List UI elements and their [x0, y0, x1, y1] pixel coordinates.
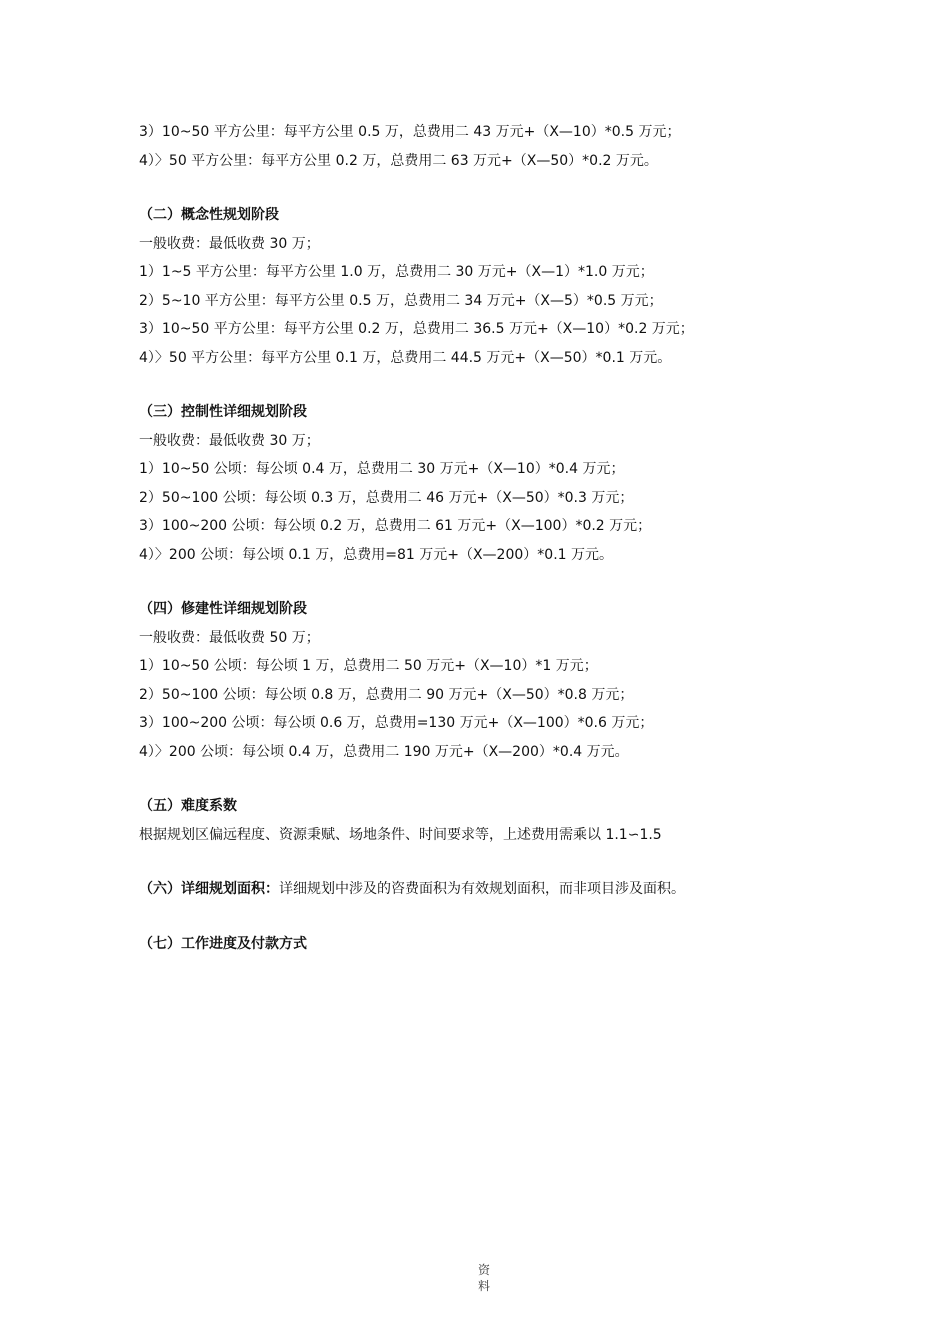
section-gap [139, 849, 879, 875]
section-gap [139, 569, 879, 595]
section-gap [139, 372, 879, 398]
section-gap [139, 175, 879, 201]
section-heading-concept-planning: （二）概念性规划阶段 [139, 207, 279, 223]
list-item: 4）〉200 公顷：每公顷 0.1 万，总费用=81 万元+（X—200）*0.1 万元。 [139, 546, 613, 563]
list-item: 1）10~50 公顷：每公顷 0.4 万，总费用二 30 万元+（X—10）*0.4 万元； [139, 461, 625, 477]
section-heading-constructive-detailed-planning: （四）修建性详细规划阶段 [139, 601, 307, 617]
section-heading-difficulty-coefficient: （五）难度系数 [139, 798, 237, 814]
list-item: 4）〉200 公顷：每公顷 0.4 万，总费用二 190 万元+（X—200）*0.4 万元。 [139, 743, 629, 760]
min-fee-text: 一般收费：最低收费 50 万； [139, 629, 320, 646]
list-item: 3）100~200 公顷：每公顷 0.2 万，总费用二 61 万元+（X—100）*0.2 万元； [139, 518, 652, 534]
detailed-planning-area-paragraph [139, 875, 879, 904]
list-item: 3）10~50 平方公里：每平方公里 0.2 万，总费用二 36.5 万元+（X—10）*0.2 万元； [139, 321, 694, 337]
list-item: 2）50~100 公顷：每公顷 0.3 万，总费用二 46 万元+（X—50）*0.3 万元； [139, 489, 634, 506]
list-item: 3）10~50 平方公里：每平方公里 0.5 万，总费用二 43 万元+（X—10）*0.5 万元； [139, 124, 681, 140]
min-fee-text: 一般收费：最低收费 30 万； [139, 235, 320, 252]
section-heading-detailed-planning-area: （六）详细规划面积： [139, 881, 279, 897]
section-heading-schedule-payment: （七）工作进度及付款方式 [139, 935, 307, 952]
list-item: 2）50~100 公顷：每公顷 0.8 万，总费用二 90 万元+（X—50）*0.8 万元； [139, 686, 634, 703]
section-gap [139, 904, 879, 930]
page-footer [472, 1262, 496, 1294]
footer-char: 料 [477, 1279, 490, 1293]
list-item: 4）〉50 平方公里：每平方公里 0.1 万，总费用二 44.5 万元+（X—50）*0.1 万元。 [139, 349, 672, 366]
document-body [139, 118, 879, 958]
list-item: 3）100~200 公顷：每公顷 0.6 万，总费用=130 万元+（X—100）*0.6 万元； [139, 715, 654, 731]
detailed-planning-area-text: 详细规划中涉及的咨费面积为有效规划面积，而非项目涉及面积。 [279, 881, 685, 897]
list-item: 1）10~50 公顷：每公顷 1 万，总费用二 50 万元+（X—10）*1 万元； [139, 658, 598, 674]
section-heading-regulatory-detailed-planning: （三）控制性详细规划阶段 [139, 404, 307, 420]
footer-char: 资 [477, 1263, 490, 1277]
section-gap [139, 766, 879, 792]
list-item: 1）1~5 平方公里：每平方公里 1.0 万，总费用二 30 万元+（X—1）*1.0 万元； [139, 264, 654, 280]
difficulty-coefficient-text: 根据规划区偏远程度、资源秉赋、场地条件、时间要求等，上述费用需乘以 1.1∽1.5 [139, 826, 662, 843]
min-fee-text: 一般收费：最低收费 30 万； [139, 432, 320, 449]
list-item: 4）〉50 平方公里：每平方公里 0.2 万，总费用二 63 万元+（X—50）*0.2 万元。 [139, 152, 658, 169]
list-item: 2）5~10 平方公里：每平方公里 0.5 万，总费用二 34 万元+（X—5）*0.5 万元； [139, 292, 663, 309]
